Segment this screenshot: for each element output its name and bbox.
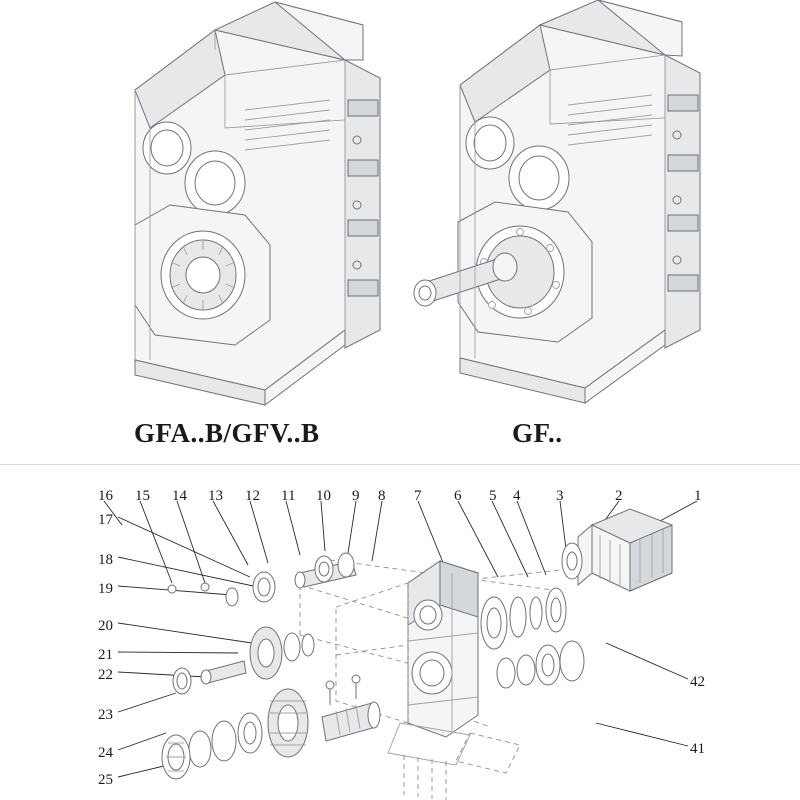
callout-6: 6	[454, 488, 462, 504]
callout-42: 42	[690, 674, 705, 690]
callout-21: 21	[98, 647, 113, 663]
part-gear-wheel-lower	[162, 675, 380, 779]
callout-7: 7	[414, 488, 422, 504]
part-gear-wheel-upper	[173, 627, 314, 694]
callout-13: 13	[208, 488, 223, 504]
callout-41: 41	[690, 741, 705, 757]
part-bearing-rings-right	[481, 588, 584, 688]
gearbox-isometric-left	[95, 0, 395, 410]
part-motor-adapter	[562, 509, 672, 591]
part-gear-housing	[388, 561, 478, 800]
callout-8: 8	[378, 488, 386, 504]
callout-9: 9	[352, 488, 360, 504]
callout-15: 15	[135, 488, 150, 504]
callout-4: 4	[513, 488, 521, 504]
callout-18: 18	[98, 552, 113, 568]
callout-3: 3	[556, 488, 564, 504]
exploded-parts-diagram	[0, 465, 800, 800]
callout-10: 10	[316, 488, 331, 504]
callout-2: 2	[615, 488, 623, 504]
part-small-fasteners	[168, 583, 238, 606]
part-input-shaft-assembly	[253, 553, 356, 602]
gearbox-isometric-right	[400, 0, 720, 410]
exploded-view-graphic	[0, 465, 800, 800]
callout-25: 25	[98, 772, 113, 788]
callout-20: 20	[98, 618, 113, 634]
callout-14: 14	[172, 488, 187, 504]
callout-11: 11	[281, 488, 296, 504]
callout-22: 22	[98, 667, 113, 683]
callout-12: 12	[245, 488, 260, 504]
callout-24: 24	[98, 745, 113, 761]
callout-17: 17	[98, 512, 113, 528]
caption-left-drawing: GFA..B/GFV..B	[134, 418, 320, 448]
callout-16: 16	[98, 488, 113, 504]
callout-23: 23	[98, 707, 113, 723]
caption-right-drawing: GF..	[512, 418, 563, 448]
callout-1: 1	[694, 488, 702, 504]
callout-19: 19	[98, 581, 113, 597]
callout-5: 5	[489, 488, 497, 504]
